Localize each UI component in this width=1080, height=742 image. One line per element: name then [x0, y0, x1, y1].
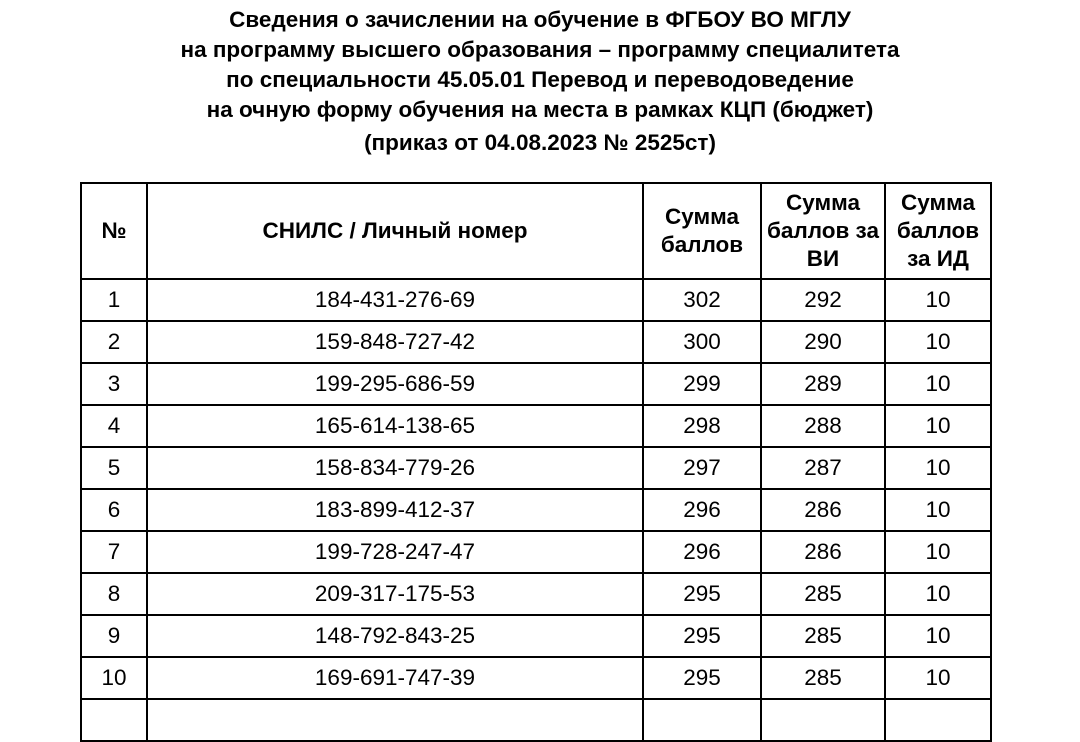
cell-exam-score: 288 [761, 405, 885, 447]
cell-snils: 159-848-727-42 [147, 321, 643, 363]
cell-achievement-score: 10 [885, 615, 991, 657]
table-row-cut-off [81, 699, 991, 741]
cell-snils-cut [147, 699, 643, 741]
header-total-score: Сумма баллов [643, 183, 761, 279]
cell-achievement-score: 10 [885, 321, 991, 363]
table-body [81, 279, 991, 741]
cell-total-score: 295 [643, 615, 761, 657]
header-achievement-score: Сумма баллов за ИД [885, 183, 991, 279]
cell-number: 3 [81, 363, 147, 405]
cell-total-score: 297 [643, 447, 761, 489]
cell-snils: 209-317-175-53 [147, 573, 643, 615]
table-row [81, 279, 991, 321]
cell-exam-score: 289 [761, 363, 885, 405]
cell-total-score: 295 [643, 657, 761, 699]
cell-achievement-score: 10 [885, 279, 991, 321]
cell-exam-score: 286 [761, 489, 885, 531]
cell-achievement-score: 10 [885, 405, 991, 447]
cell-number: 6 [81, 489, 147, 531]
cell-snils: 184-431-276-69 [147, 279, 643, 321]
cell-total-score: 296 [643, 489, 761, 531]
document-heading [0, 5, 1080, 158]
order-reference: (приказ от 04.08.2023 № 2525ст) [364, 130, 716, 155]
cell-snils: 183-899-412-37 [147, 489, 643, 531]
cell-snils: 158-834-779-26 [147, 447, 643, 489]
cell-number: 10 [81, 657, 147, 699]
header-snils: СНИЛС / Личный номер [147, 183, 643, 279]
cell-snils: 199-295-686-59 [147, 363, 643, 405]
table-row [81, 615, 991, 657]
cell-number: 5 [81, 447, 147, 489]
cell-number-cut [81, 699, 147, 741]
cell-achievement-score: 10 [885, 489, 991, 531]
cell-exam-score-cut [761, 699, 885, 741]
cell-achievement-score: 10 [885, 657, 991, 699]
table-row [81, 447, 991, 489]
cell-exam-score: 286 [761, 531, 885, 573]
cell-exam-score: 285 [761, 573, 885, 615]
cell-total-score: 302 [643, 279, 761, 321]
header-number: № [81, 183, 147, 279]
header-exam-score: Сумма баллов за ВИ [761, 183, 885, 279]
cell-number: 2 [81, 321, 147, 363]
cell-total-score: 298 [643, 405, 761, 447]
title-line-1: Сведения о зачислении на обучение в ФГБОУ ВО МГЛУ [229, 7, 851, 32]
cell-exam-score: 292 [761, 279, 885, 321]
title-line-2: на программу высшего образования – программу специалитета [180, 37, 900, 62]
cell-achievement-score: 10 [885, 531, 991, 573]
title-line-3: по специальности 45.05.01 Перевод и переводоведение [226, 67, 854, 92]
cell-exam-score: 285 [761, 615, 885, 657]
cell-number: 1 [81, 279, 147, 321]
cell-exam-score: 285 [761, 657, 885, 699]
cell-achievement-score-cut [885, 699, 991, 741]
cell-total-score: 300 [643, 321, 761, 363]
table-row [81, 363, 991, 405]
cell-total-score: 296 [643, 531, 761, 573]
cell-total-score: 295 [643, 573, 761, 615]
title-line-4: на очную форму обучения на места в рамках КЦП (бюджет) [206, 97, 874, 122]
cell-number: 9 [81, 615, 147, 657]
table-row [81, 531, 991, 573]
cell-total-score-cut [643, 699, 761, 741]
table-row [81, 405, 991, 447]
cell-snils: 165-614-138-65 [147, 405, 643, 447]
enrollment-table [80, 182, 992, 742]
cell-exam-score: 287 [761, 447, 885, 489]
cell-snils: 199-728-247-47 [147, 531, 643, 573]
cell-number: 7 [81, 531, 147, 573]
table-row [81, 321, 991, 363]
table-row [81, 489, 991, 531]
cell-achievement-score: 10 [885, 573, 991, 615]
cell-exam-score: 290 [761, 321, 885, 363]
cell-achievement-score: 10 [885, 363, 991, 405]
table-header-row [81, 183, 991, 279]
cell-number: 4 [81, 405, 147, 447]
cell-snils: 148-792-843-25 [147, 615, 643, 657]
cell-total-score: 299 [643, 363, 761, 405]
cell-number: 8 [81, 573, 147, 615]
cell-snils: 169-691-747-39 [147, 657, 643, 699]
table-row [81, 657, 991, 699]
table-row [81, 573, 991, 615]
cell-achievement-score: 10 [885, 447, 991, 489]
